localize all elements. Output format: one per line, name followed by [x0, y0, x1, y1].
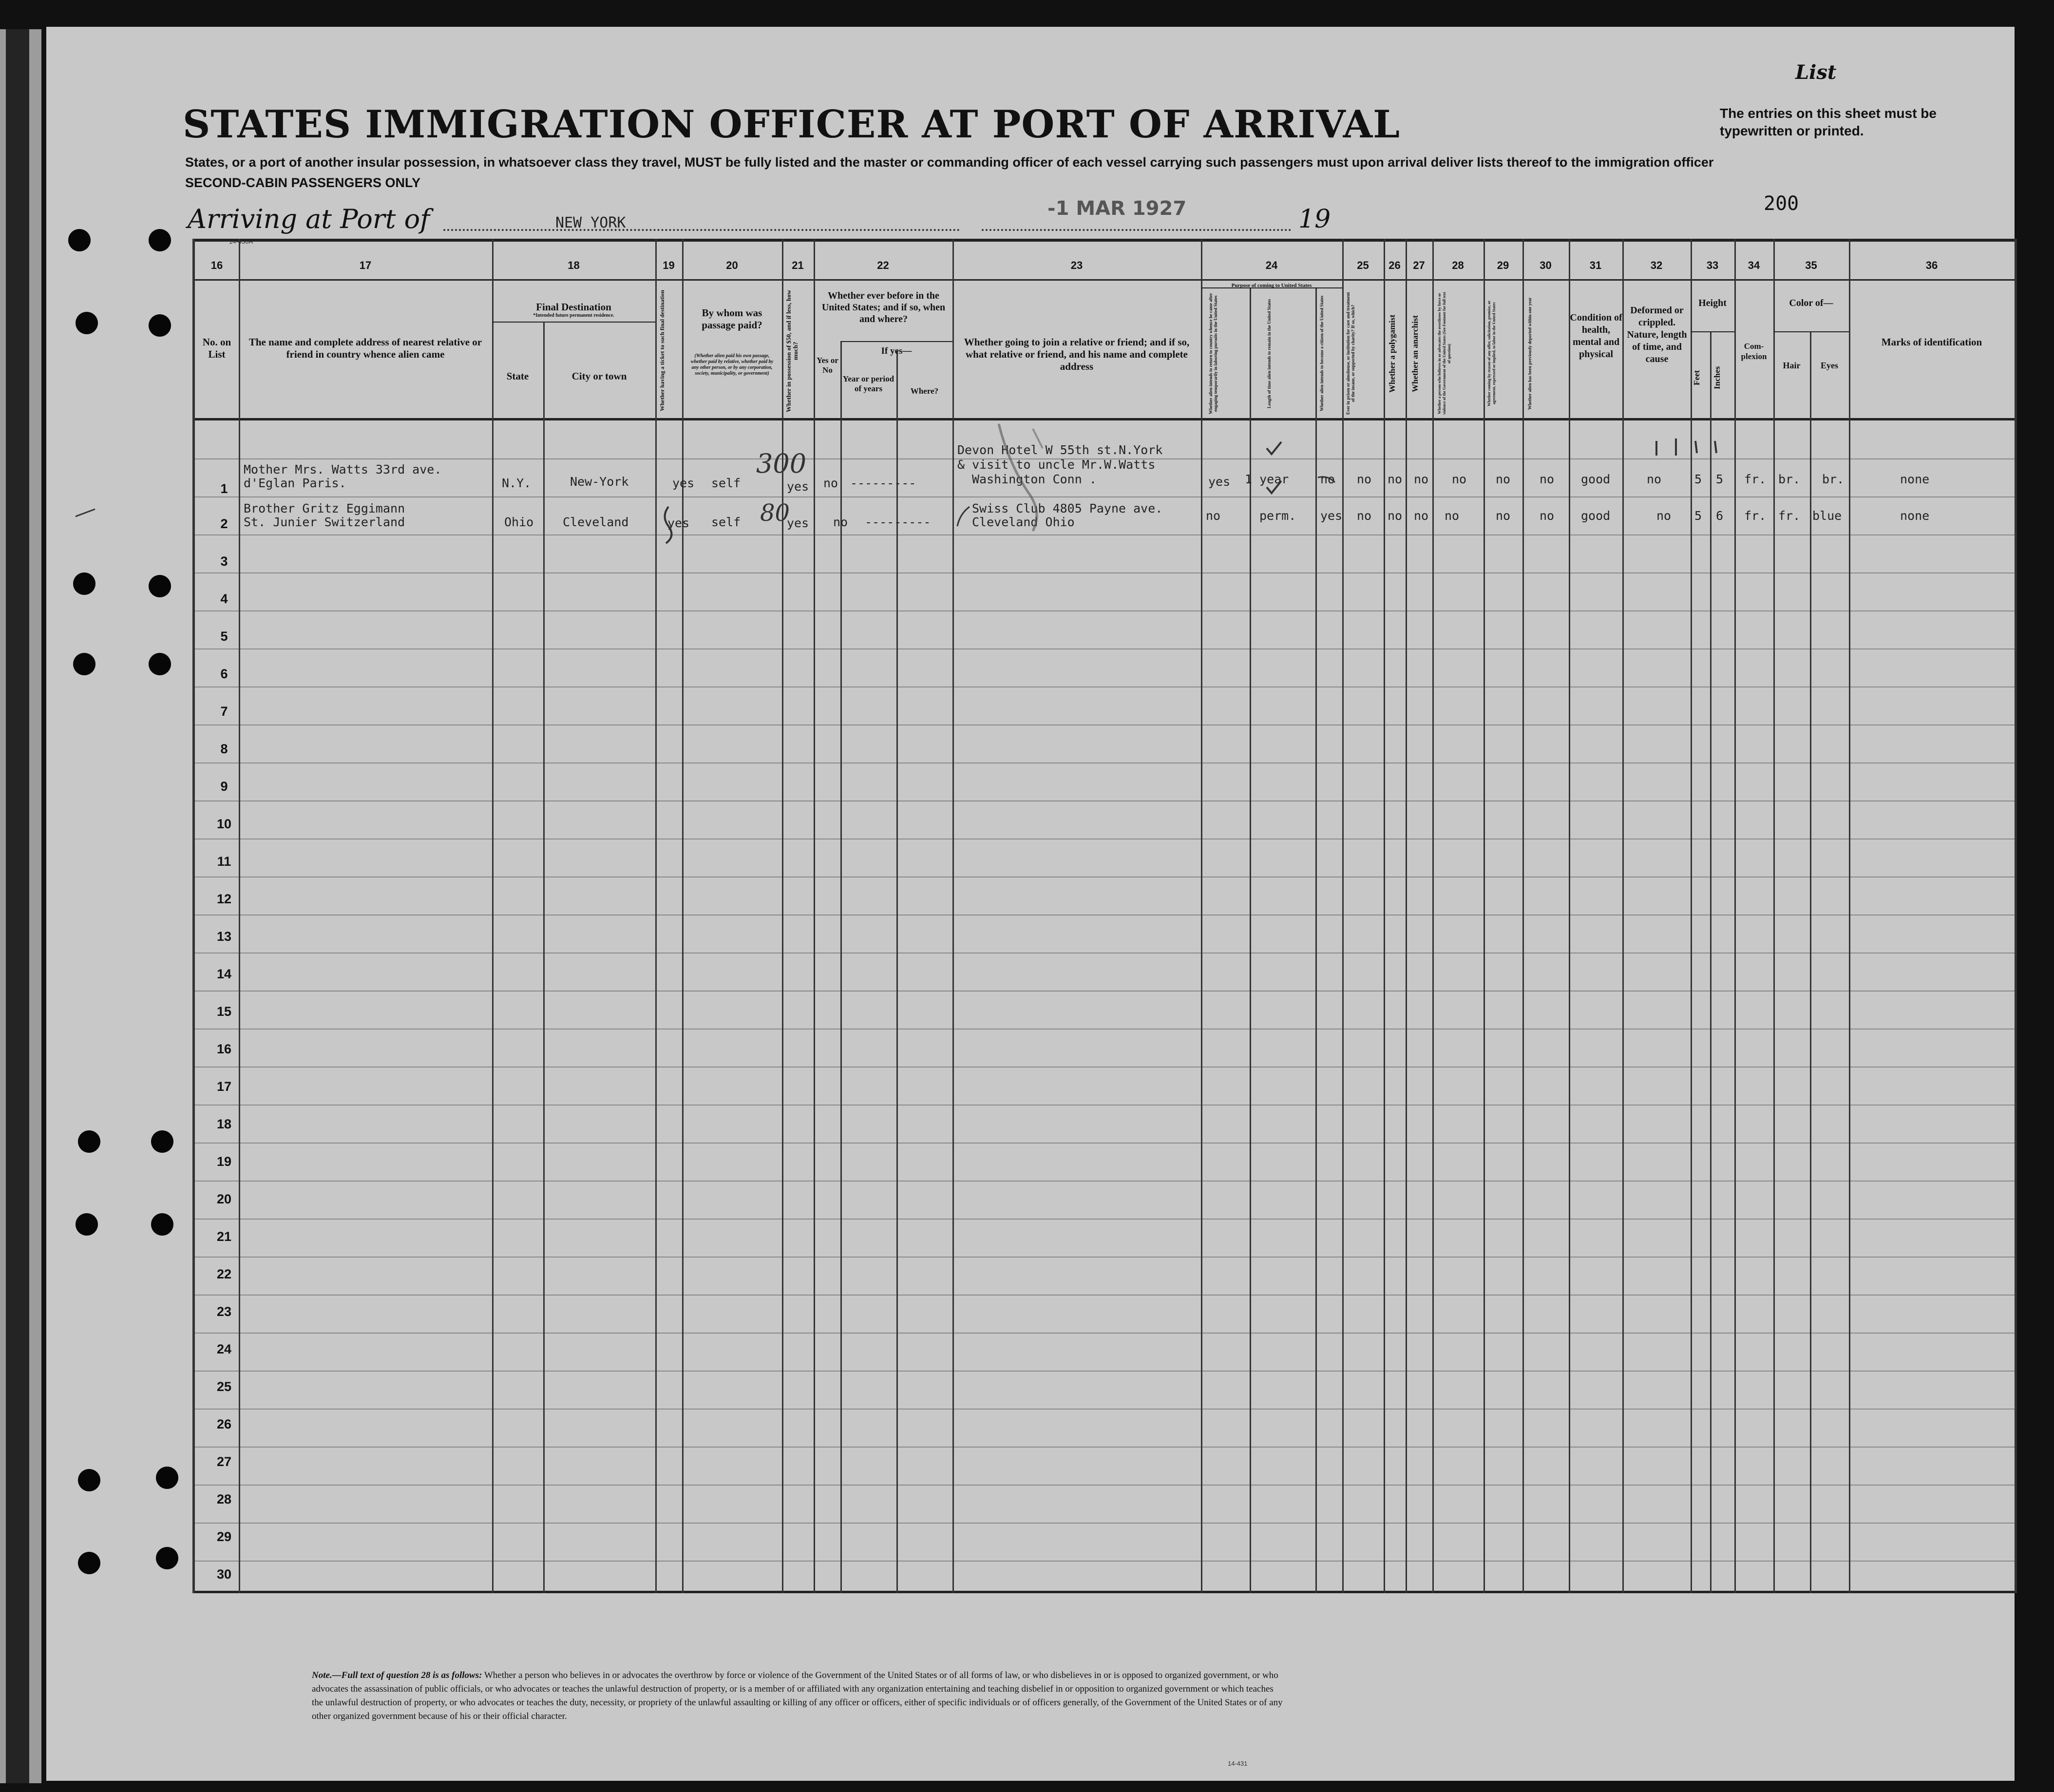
year-prefix: 19: [1298, 205, 1331, 234]
header-height: Height: [1698, 298, 1727, 308]
header-if-yes: If yes—: [881, 346, 912, 356]
join-line: Washington Conn .: [972, 472, 1097, 486]
column-number: 17: [359, 259, 372, 271]
before-cell: no: [833, 515, 848, 529]
anarchist-cell: no: [1414, 509, 1429, 523]
join-line: Cleveland Ohio: [972, 515, 1075, 529]
header-ever-before: Whether ever before in the United States; and if so, when and where?: [821, 290, 946, 324]
ticket-cell: yes: [667, 516, 690, 530]
column-number: 25: [1357, 259, 1369, 271]
column-number: 36: [1925, 259, 1938, 271]
row-number: 3: [220, 554, 228, 569]
length-cell: 1 year: [1245, 472, 1289, 486]
anarchist-cell: no: [1414, 472, 1429, 486]
column-number: 16: [210, 259, 223, 271]
city-cell: Cleveland: [563, 515, 629, 529]
return-cell: no: [1206, 509, 1221, 523]
header-deformed: Deformed or crippled. Nature, length of time, and cause: [1627, 305, 1687, 364]
row-number: 27: [216, 1454, 232, 1469]
length-cell: perm.: [1259, 509, 1296, 523]
relative-line: Brother Gritz Eggimann: [244, 501, 405, 515]
row-number: 8: [220, 742, 228, 756]
q30-cell: no: [1540, 472, 1555, 486]
relative-line: d'Eglan Paris.: [244, 476, 346, 490]
complexion-cell: fr.: [1744, 509, 1767, 523]
header-possession-50: Whether in possession of $50, and if less, how much?: [785, 289, 799, 412]
row-number: 25: [216, 1379, 232, 1394]
row-number: 18: [216, 1117, 232, 1131]
complexion-cell: fr.: [1744, 472, 1767, 486]
column-number: 32: [1650, 259, 1663, 271]
paid-by-cell: self: [711, 476, 741, 490]
header-final-destination: Final Destination: [536, 301, 611, 313]
return-cell: yes: [1208, 475, 1231, 489]
money-handwritten: 80: [760, 499, 790, 527]
row-number: 10: [216, 817, 232, 831]
row-number: 30: [216, 1567, 232, 1582]
header-year-period: Year or period of years: [842, 374, 894, 393]
header-prison: Ever in prison or almshouse, or institution for care and treatment of the insane, or supported by charity? If so, which?: [1346, 292, 1355, 415]
before-cell: no: [823, 476, 838, 490]
q28-cell: no: [1445, 509, 1460, 523]
marks-cell: none: [1900, 472, 1930, 486]
city-cell: New-York: [570, 475, 629, 489]
column-number: 27: [1413, 259, 1425, 271]
row-number: 15: [216, 1004, 232, 1019]
inches-cell: 6: [1716, 509, 1724, 523]
row-number: 21: [216, 1229, 232, 1244]
citizen-cell: yes: [1320, 509, 1343, 523]
row-number: 2: [220, 516, 228, 531]
header-purpose: Purpose of coming to United States: [1231, 283, 1312, 288]
hair-cell: br.: [1778, 472, 1801, 486]
header-final-destination-note: *Intended future permanent residence.: [533, 313, 614, 318]
row-number: 20: [216, 1192, 232, 1206]
row-number: 11: [217, 854, 231, 869]
row-number: 24: [216, 1342, 232, 1356]
intro-line: States, or a port of another insular possession, in whatsoever class they travel, MUST be fully listed and the master or commanding officer of each vessel carrying such passengers must upon arrival deliver lists thereof to the immigration officer: [185, 155, 1714, 170]
row-number: 26: [216, 1417, 232, 1431]
header-q28: Whether a person who believes in or advocates the overthrow by force or violence of the Government of the United States (See Footnote for full text of question): [1437, 292, 1451, 415]
header-health: Condition of health, mental and physical: [1570, 312, 1622, 360]
column-number: 30: [1540, 259, 1552, 271]
hair-cell: fr.: [1778, 509, 1801, 523]
money-cell: yes: [787, 516, 809, 530]
header-city: City or town: [571, 370, 627, 382]
header-q29: Whether coming by reason of any offer, solicitation, promise, or agreement, expressed or implied, to labor in the United States: [1487, 300, 1496, 407]
polygamist-cell: no: [1388, 472, 1403, 486]
header-complexion: Com- plexion: [1741, 342, 1767, 361]
header-inches: Inches: [1712, 366, 1722, 389]
column-number: 18: [568, 259, 580, 271]
header-polygamist: Whether a polygamist: [1388, 314, 1397, 393]
column-number: 21: [792, 259, 804, 271]
header-where: Where?: [910, 386, 939, 396]
header-color-of: Color of—: [1789, 298, 1833, 308]
marks-cell: none: [1900, 509, 1930, 523]
relative-line: St. Junier Switzerland: [244, 515, 405, 529]
header-marks: Marks of identification: [1881, 336, 1982, 348]
row-number: 28: [216, 1492, 232, 1506]
before-dash: ---------: [865, 515, 931, 529]
column-number: 33: [1706, 259, 1719, 271]
header-purpose-return: Whether alien intends to return to country whence he came after engaging temporarily in laboring pursuits in the United States: [1208, 293, 1218, 414]
eyes-cell: br.: [1822, 472, 1845, 486]
inches-cell: 5: [1716, 472, 1724, 486]
polygamist-cell: no: [1388, 509, 1403, 523]
header-state: State: [506, 370, 529, 382]
header-hair: Hair: [1783, 361, 1801, 370]
column-number: 24: [1265, 259, 1278, 271]
page-title: STATES IMMIGRATION OFFICER AT PORT OF ARRIVAL: [183, 102, 1400, 147]
deformed-cell: no: [1647, 472, 1662, 486]
header-q30: Whether alien has been previously deported within one year: [1527, 297, 1532, 410]
row-number: 9: [220, 779, 228, 794]
column-number: 20: [726, 259, 738, 271]
row-number: 12: [216, 892, 232, 906]
state-cell: Ohio: [504, 515, 534, 529]
entries-note: The entries on this sheet must be typewritten or printed.: [1720, 106, 1937, 138]
prison-cell: no: [1357, 472, 1372, 486]
column-number: 22: [877, 259, 889, 271]
header-join-relative: Whether going to join a relative or friend; and if so, what relative or friend, and his name and complete address: [964, 336, 1190, 372]
column-number: 23: [1070, 259, 1083, 271]
footnote-body: Whether a person who believes in or advocates the overthrow by force or violence of the Government of the United States or of all forms of law, or who disbelieves in or is opposed to organized government, or who advocates the assassination of public officials, or who advocates or teaches the unlawful destruction of property, or is a member of or affiliated with any organization entertaining and teaching disbelief in or opposition to organized government or which teaches the unlawful destruction of property, or who advocates or teaches the duty, necessity, or propriety of the unlawful assaulting or killing of any officer or officers, either of specific individuals or of officers generally, of the Government of the United States or of any other organized government because of his or their official character.: [312, 1670, 1283, 1721]
ticket-cell: yes: [672, 476, 695, 490]
footnote: [312, 1669, 1286, 1723]
header-purpose-length: Length of time alien intends to remain in the United States: [1267, 299, 1272, 408]
q29-cell: no: [1496, 509, 1511, 523]
port-value: NEW YORK: [555, 214, 626, 231]
feet-cell: 5: [1694, 509, 1702, 523]
row-number: 14: [216, 967, 232, 981]
join-line: Devon Hotel W 55th st.N.York: [957, 443, 1163, 457]
money-cell: yes: [787, 479, 809, 494]
header-eyes: Eyes: [1821, 361, 1838, 370]
column-number: 35: [1805, 259, 1817, 271]
header-feet: Feet: [1692, 370, 1701, 385]
header-nearest-relative: The name and complete address of nearest relative or friend in country whence alien came: [248, 336, 482, 360]
row-number: 1: [220, 481, 228, 496]
row-number: 22: [216, 1267, 232, 1281]
date-stamp: -1 MAR 1927: [1047, 197, 1187, 220]
row-number: 13: [216, 929, 232, 944]
relative-line: Mother Mrs. Watts 33rd ave.: [244, 462, 442, 477]
paid-by-cell: self: [711, 515, 741, 529]
passenger-class: SECOND-CABIN PASSENGERS ONLY: [185, 175, 421, 190]
deformed-cell: no: [1656, 509, 1672, 523]
eyes-cell: blue: [1812, 509, 1842, 523]
row-number: 29: [216, 1529, 232, 1544]
health-cell: good: [1581, 509, 1611, 523]
column-number: 28: [1452, 259, 1464, 271]
footnote-lead: Note.—Full text of question 28 is as follows:: [312, 1670, 482, 1680]
row-number: 16: [216, 1042, 232, 1056]
column-number: 26: [1388, 259, 1401, 271]
footnote-form-number: 14-431: [1228, 1760, 1248, 1767]
row-number: 5: [220, 629, 228, 644]
state-cell: N.Y.: [502, 476, 532, 490]
citizen-cell: no: [1320, 472, 1335, 486]
health-cell: good: [1581, 472, 1611, 486]
column-number: 34: [1748, 259, 1760, 271]
page-number: 200: [1764, 192, 1799, 215]
join-line: Swiss Club 4805 Payne ave.: [972, 501, 1163, 515]
header-passage-paid: By whom was passage paid?: [702, 307, 762, 331]
row-number: 23: [216, 1304, 232, 1319]
header-purpose-citizen: Whether alien intends to become a citizen of the United States: [1319, 295, 1324, 412]
feet-cell: 5: [1694, 472, 1702, 486]
header-ticket: Whether having a ticket to such final destination: [659, 290, 666, 412]
money-handwritten: 300: [756, 448, 807, 479]
column-number: 31: [1589, 259, 1602, 271]
header-no-on-list: No. on List: [202, 336, 231, 360]
list-mark: List: [1795, 61, 1837, 84]
column-number: 19: [663, 259, 675, 271]
prison-cell: no: [1357, 509, 1372, 523]
header-anarchist: Whether an anarchist: [1410, 315, 1420, 392]
q29-cell: no: [1496, 472, 1511, 486]
row-number: 4: [220, 591, 228, 606]
column-number: 29: [1497, 259, 1509, 271]
row-number: 17: [216, 1079, 232, 1094]
q28-cell: no: [1452, 472, 1467, 486]
arriving-label: Arriving at Port of: [188, 204, 430, 234]
row-number: 7: [220, 704, 228, 719]
header-passage-paid-note: (Whether alien paid his own passage, whether paid by relative, whether paid by any other person, or by any corporation, society, municipality, or government): [690, 353, 774, 376]
q30-cell: no: [1540, 509, 1555, 523]
join-line: & visit to uncle Mr.W.Watts: [957, 458, 1156, 472]
header-yes-or-no: Yes or No: [817, 356, 838, 375]
row-number: 6: [220, 667, 228, 681]
row-number: 19: [216, 1154, 232, 1169]
before-dash: ---------: [850, 476, 916, 490]
